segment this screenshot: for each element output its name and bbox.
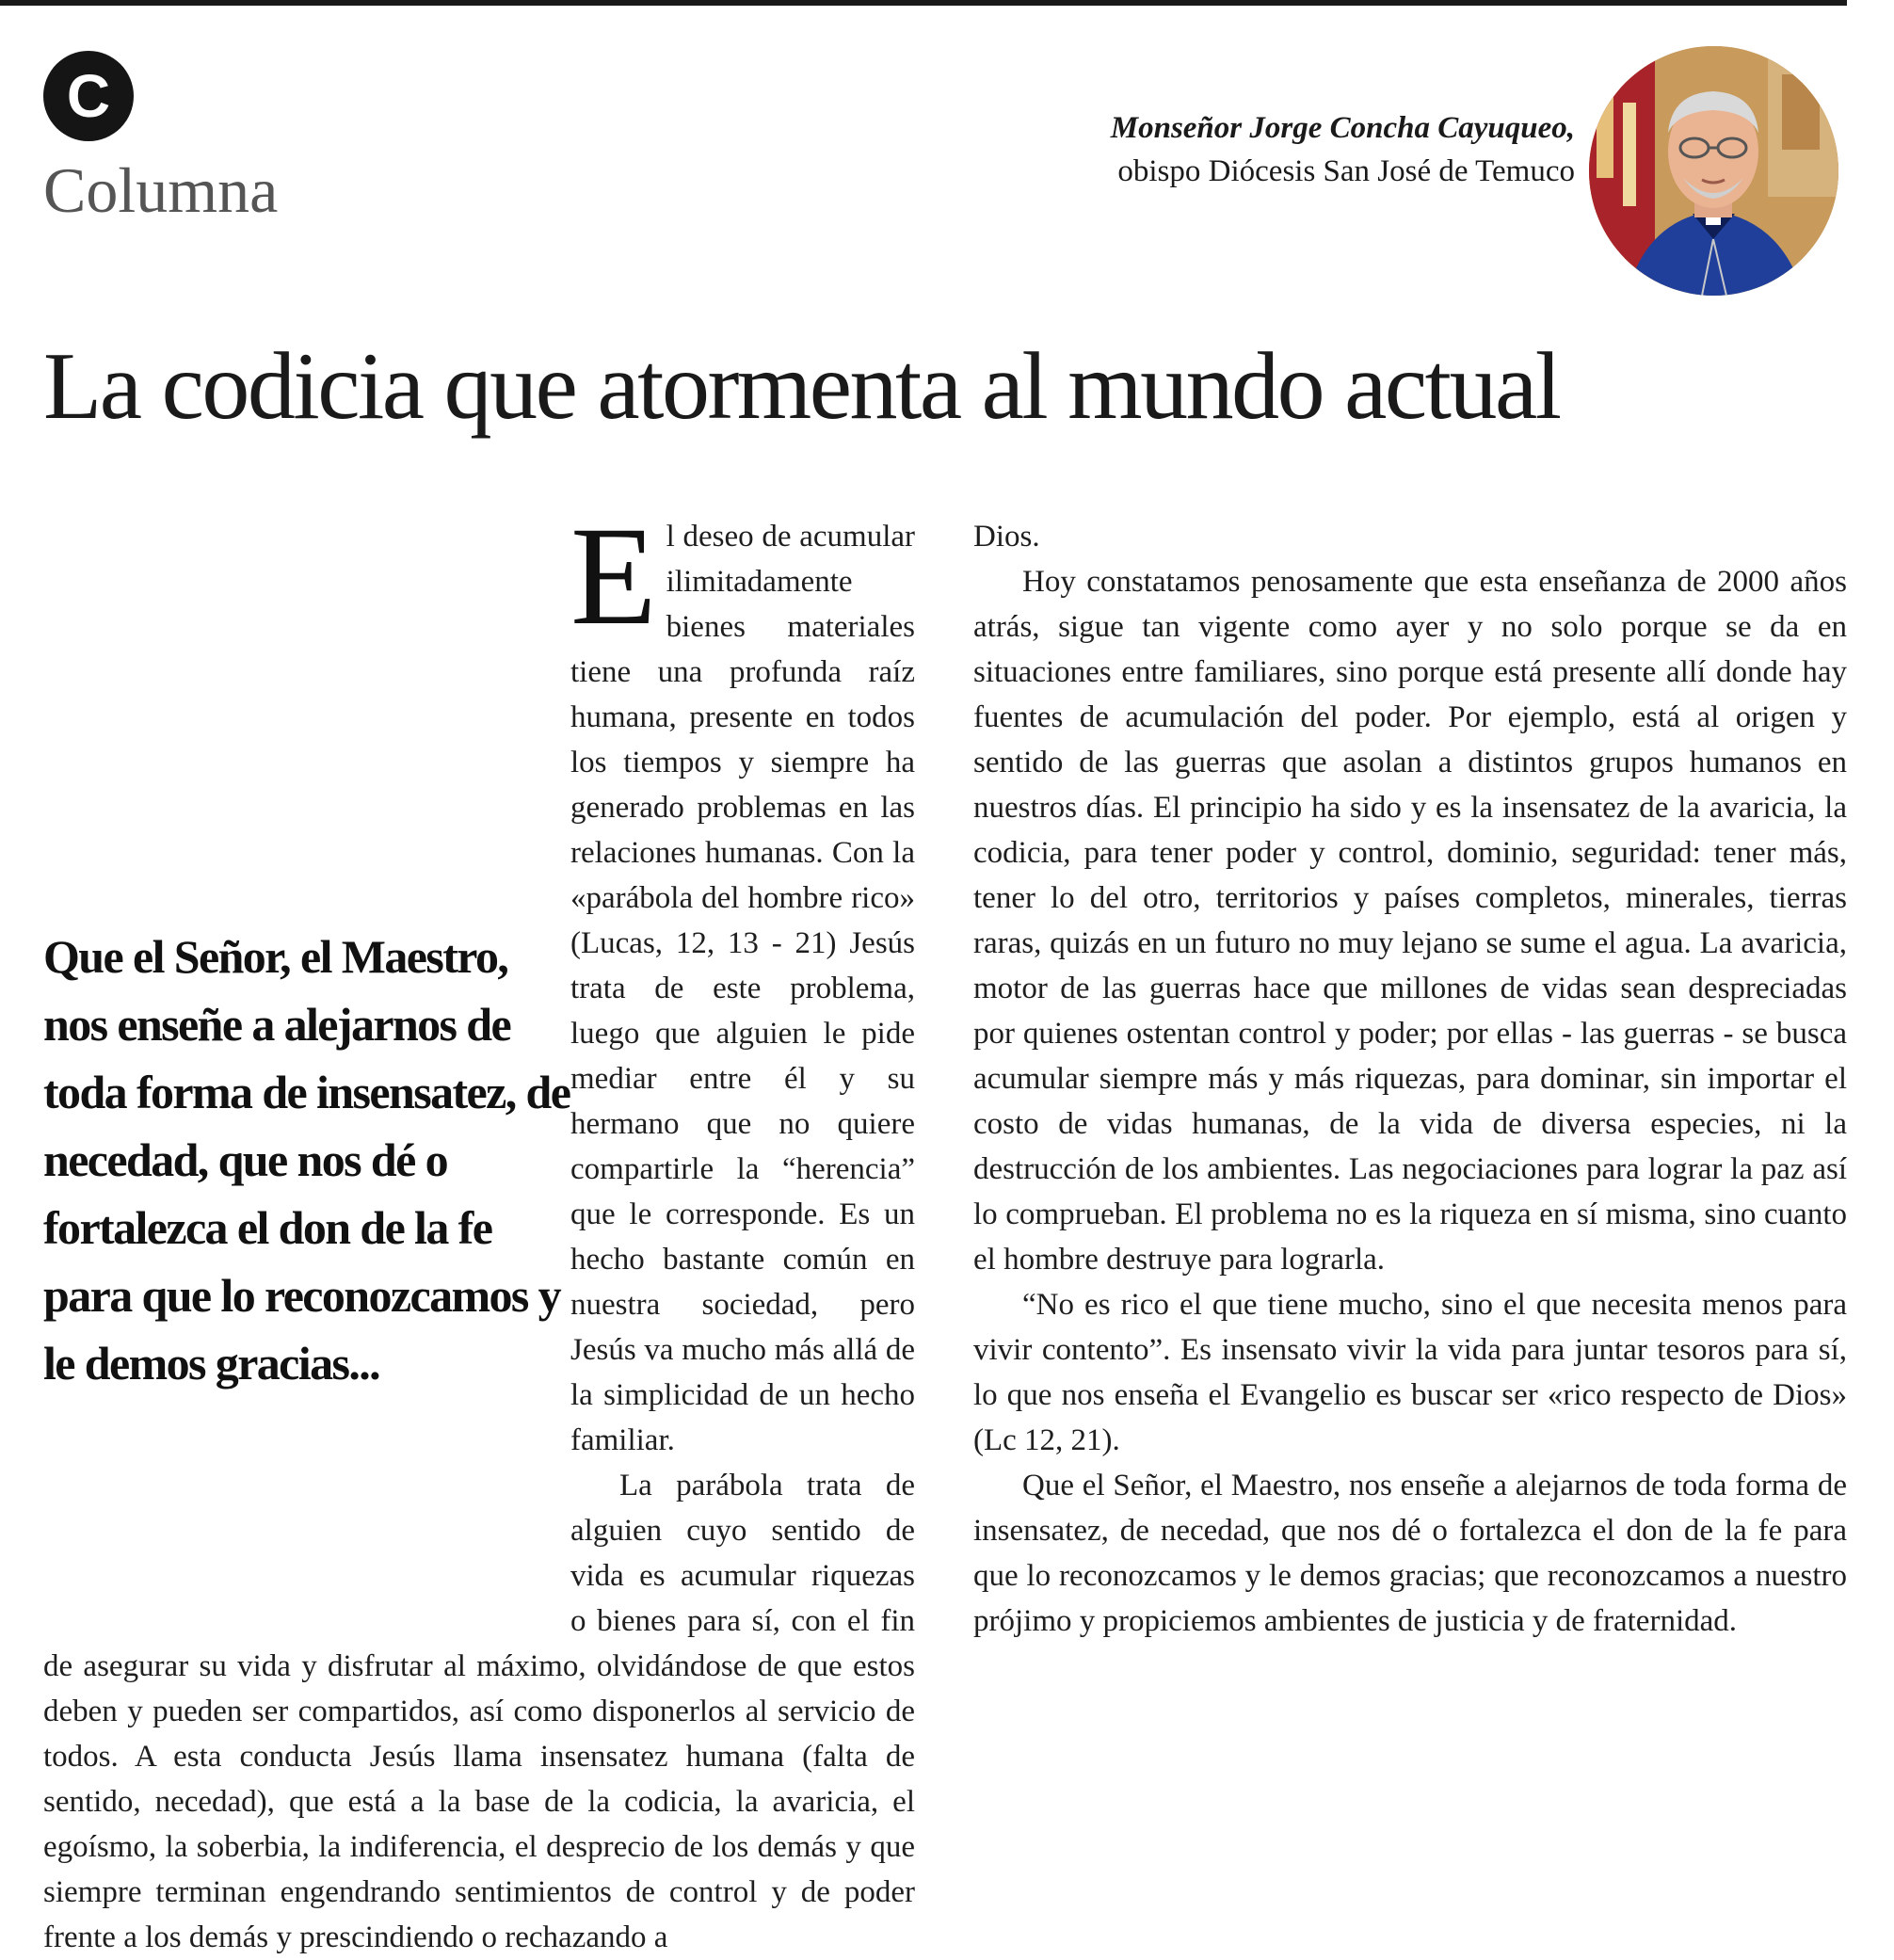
section-badge	[43, 51, 134, 141]
section-label: Columna	[43, 154, 279, 226]
section-badge-letter: C	[66, 62, 111, 130]
article-paragraph-5: “No es rico el que tiene mucho, sino el que necesita menos para vivir contento”. Es insensato vivir la vida para juntar tesoros para sí, lo que nos enseña el Evangelio es buscar ser «rico respecto de Dios» (Lc 12, 21).	[973, 1288, 1847, 1457]
headline: La codicia que atormenta al mundo actual	[43, 333, 1560, 440]
article-paragraph-1-text: l deseo de acumular ilimitadamente bienes materiales tiene una profunda raíz humana, presente en todos los tiempos y siempre ha generado problemas en las relaciones humanas. Con la «parábola del hombre rico» (Lucas, 12, 13 - 21) Jesús trata de este problema, luego que alguien le pide mediar entre él y su hermano que no quiere compartirle la “herencia” que le corresponde. Es un hecho bastante común en nuestra sociedad, pero Jesús va mucho más allá de la simplicidad de un hecho familiar.	[570, 520, 915, 1457]
drop-cap: E	[570, 498, 657, 654]
article-paragraph-3: Dios.	[973, 520, 1040, 554]
author-portrait-icon	[1589, 46, 1838, 296]
pull-quote: Que el Señor, el Maestro, nos enseñe a alejarnos de toda forma de insensatez, de necedad, que nos dé o fortalezca el don de la fe para que lo reconozcamos y le demos gracias...	[43, 930, 570, 1390]
article-paragraph-2: La parábola trata de alguien cuyo sentido de vida es acumular riquezas o bienes para sí, con el fin de asegurar su vida y disfrutar al máximo, olvidándose de que estos deben y pueden ser compartidos, así como disponerlos al servicio de todos. A esta conducta Jesús llama insensatez humana (falta de sentido, necedad), que está a la base de la codicia, la avaricia, el egoísmo, la soberbia, la indiferencia, el desprecio de los demás y que siempre terminan engendrando sentimientos de control y de poder frente a los demás y prescindiendo o rechazando a	[43, 1469, 915, 1954]
byline	[1111, 106, 1575, 193]
top-rule	[0, 0, 1847, 6]
article-column-right	[973, 514, 1847, 1644]
author-name: Monseñor Jorge Concha Cayuqueo,	[1110, 111, 1575, 145]
author-role: obispo Diócesis San José de Temuco	[1117, 154, 1575, 189]
author-portrait	[1589, 46, 1838, 296]
article-paragraph-4: Hoy constatamos penosamente que esta enseñanza de 2000 años atrás, sigue tan vigente como ayer y no solo porque se da en situaciones entre familiares, sino porque está presente allí donde hay fuentes de acumulación del poder. Por ejemplo, está al origen y sentido de las guerras que asolan a distintos grupos humanos en nuestros días. El principio ha sido y es la insensatez de la avaricia, la codicia, para tener poder y control, dominio, seguridad: tener más, tener lo del otro, territorios y países completos, minerales, tierras raras, quizás en un futuro no muy lejano se sume el agua. La avaricia, motor de las guerras hace que millones de vidas sean despreciadas por quienes ostentan control y poder; por ellas - las guerras - se busca acumular siempre más y más riquezas, para dominar, sin importar el costo de vidas humanas, de la vida de diversa especies, ni la destrucción de los ambientes. Las negociaciones para lograr la paz así lo comprueban. El problema no es la riqueza en sí misma, sino cuanto el hombre destruye para lograrla.	[973, 565, 1847, 1277]
article-paragraph-6: Que el Señor, el Maestro, nos enseñe a alejarnos de toda forma de insensatez, de necedad, que nos dé o fortalezca el don de la fe para que lo reconozcamos y le demos gracias; que reconozcamos a nuestro prójimo y propiciemos ambientes de justicia y de fraternidad.	[973, 1469, 1847, 1638]
